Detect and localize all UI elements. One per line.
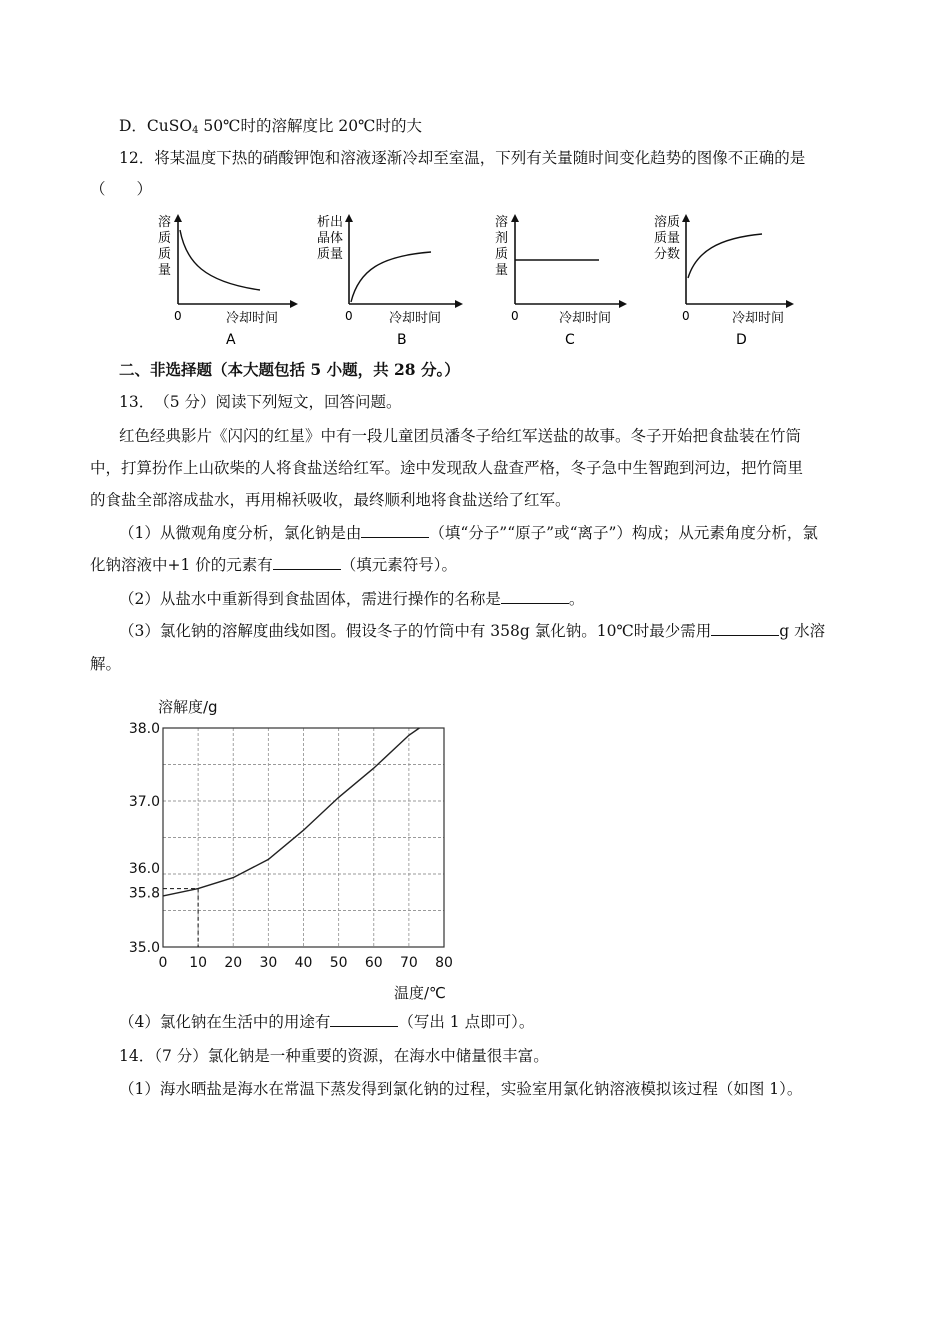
q11-option-d: D．CuSO$_4$ 50℃时的溶解度比 20℃时的大: [119, 117, 422, 136]
q13-part3-line2: 解。: [90, 655, 122, 673]
x-tick-label-70: 70: [399, 955, 418, 971]
q13-part4: （4）氯化钠在生活中的用途有 （写出 1 点即可）。: [119, 1013, 535, 1031]
graph-c-origin: 0: [511, 309, 519, 323]
graph-c-ylabel-1: 剂: [495, 231, 509, 246]
graph-b-ylabel-2: 质量: [317, 247, 344, 262]
graph-b-ylabel-1: 晶体: [317, 231, 344, 246]
graph-a-label: A: [226, 332, 236, 348]
graph-c-label: C: [565, 332, 575, 348]
q13-blank-4[interactable]: [711, 621, 779, 636]
chart-grid: [163, 728, 444, 947]
y-tick-label-35.0: 35.0: [128, 940, 160, 956]
q13-passage-2: 中，打算扮作上山砍柴的人将食盐送给红军。途中发现敌人盘查严格，冬子急中生智跑到河边，把竹筒里: [90, 459, 804, 477]
graph-d-y-arrow: [682, 214, 690, 222]
graph-b-curve: [351, 252, 431, 302]
section2-heading: 二、非选择题（本大题包括 5 小题，共 28 分。）: [119, 360, 460, 379]
q13-stem: 13． （5 分）阅读下列短文，回答问题。: [119, 393, 402, 411]
graph-d-ylabel-0: 溶质: [654, 215, 681, 230]
graph-a-x-arrow: [290, 300, 298, 308]
q13-part1-line2: 化钠溶液中+1 价的元素有 （填元素符号）。: [90, 556, 458, 574]
q13-blank-5[interactable]: [330, 1012, 398, 1027]
graph-a-ylabel-3: 量: [158, 263, 172, 278]
graph-c-x-arrow: [619, 300, 627, 308]
q13-part3-line1: （3）氯化钠的溶解度曲线如图。假设冬子的竹筒中有 358g 氯化钠。10℃时最少需用 g 水溶: [119, 622, 826, 640]
graph-c-xlabel: 冷却时间: [559, 311, 612, 326]
graph-d-svg: [652, 212, 802, 352]
y-tick-label-38.0: 38.0: [128, 721, 160, 737]
graph-b-label: B: [397, 332, 407, 348]
graph-a-svg: [150, 212, 300, 352]
q13-part2: （2）从盐水中重新得到食盐固体，需进行操作的名称是 。: [119, 590, 585, 608]
q12-stem: 12．将某温度下热的硝酸钾饱和溶液逐渐冷却至室温，下列有关量随时间变化趋势的图像不正确的是: [119, 149, 806, 167]
q13-part1-line1: （1）从微观角度分析，氯化钠是由 （填“分子”“原子”或“离子”）构成；从元素角度分析，氯: [119, 524, 818, 542]
graph-a-xlabel: 冷却时间: [226, 311, 279, 326]
graph-a-ylabel-2: 质: [158, 247, 172, 262]
graph-c-ylabel-2: 质: [495, 247, 509, 262]
graph-a-curve: [180, 230, 260, 290]
q12-graph-d: [652, 212, 802, 352]
y-tick-label-37.0: 37.0: [128, 794, 160, 810]
x-tick-label-60: 60: [364, 955, 383, 971]
x-tick-label-0: 0: [158, 955, 168, 971]
solubility-curve: [163, 728, 419, 896]
y-tick-label-36.0: 36.0: [128, 861, 160, 877]
graph-d-ylabel-1: 质量: [654, 231, 681, 246]
graph-d-curve: [688, 234, 762, 278]
q13-blank-2[interactable]: [273, 555, 341, 570]
graph-d-xlabel: 冷却时间: [732, 311, 785, 326]
x-tick-label-30: 30: [259, 955, 278, 971]
graph-d-origin: 0: [682, 309, 690, 323]
graph-c-y-arrow: [511, 214, 519, 222]
graph-c-svg: [485, 212, 635, 352]
graph-b-xlabel: 冷却时间: [389, 311, 442, 326]
graph-d-x-arrow: [786, 300, 794, 308]
y-tick-label-35.8: 35.8: [128, 885, 160, 902]
graph-b-svg: [315, 212, 465, 352]
x-axis-title: 温度/℃: [394, 984, 446, 1002]
x-tick-label-20: 20: [224, 955, 243, 971]
graph-a-y-arrow: [174, 214, 182, 222]
graph-a-ylabel-0: 溶: [158, 215, 172, 230]
q12-graph-a: [150, 212, 300, 352]
q12-graph-c: [485, 212, 635, 352]
graph-b-ylabel-0: 析出: [317, 215, 344, 230]
graph-b-origin: 0: [345, 309, 353, 323]
x-tick-label-50: 50: [329, 955, 348, 971]
graph-c-ylabel-3: 量: [495, 263, 509, 278]
q14-part1: （1）海水晒盐是海水在常温下蒸发得到氯化钠的过程，实验室用氯化钠溶液模拟该过程（如图 1）。: [119, 1080, 803, 1098]
graph-d-label: D: [736, 332, 747, 348]
y-axis-title: 溶解度/g: [158, 698, 218, 716]
graph-a-origin: 0: [174, 309, 182, 323]
x-tick-label-40: 40: [294, 955, 313, 971]
q14-stem: 14．（7 分）氯化钠是一种重要的资源，在海水中储量很丰富。: [119, 1047, 549, 1065]
x-tick-label-80: 80: [435, 955, 453, 971]
q13-passage-3: 的食盐全部溶成盐水，再用棉袄吸收，最终顺利地将食盐送给了红军。: [90, 491, 571, 509]
q12-answer-parens: （ ）: [90, 180, 153, 198]
graph-b-y-arrow: [345, 214, 353, 222]
x-tick-label-10: 10: [189, 955, 208, 971]
graph-c-ylabel-0: 溶: [495, 215, 509, 230]
q13-passage-1: 红色经典影片《闪闪的红星》中有一段儿童团员潘冬子给红军送盐的故事。冬子开始把食盐装在竹筒: [119, 427, 802, 445]
graph-b-x-arrow: [455, 300, 463, 308]
solubility-chart: [118, 690, 468, 1008]
q12-graph-b: [315, 212, 465, 352]
graph-d-ylabel-2: 分数: [654, 247, 681, 262]
chart-labels: [129, 698, 453, 1002]
q13-blank-3[interactable]: [501, 589, 569, 604]
graph-a-ylabel-1: 质: [158, 231, 172, 246]
q13-blank-1[interactable]: [361, 523, 429, 538]
